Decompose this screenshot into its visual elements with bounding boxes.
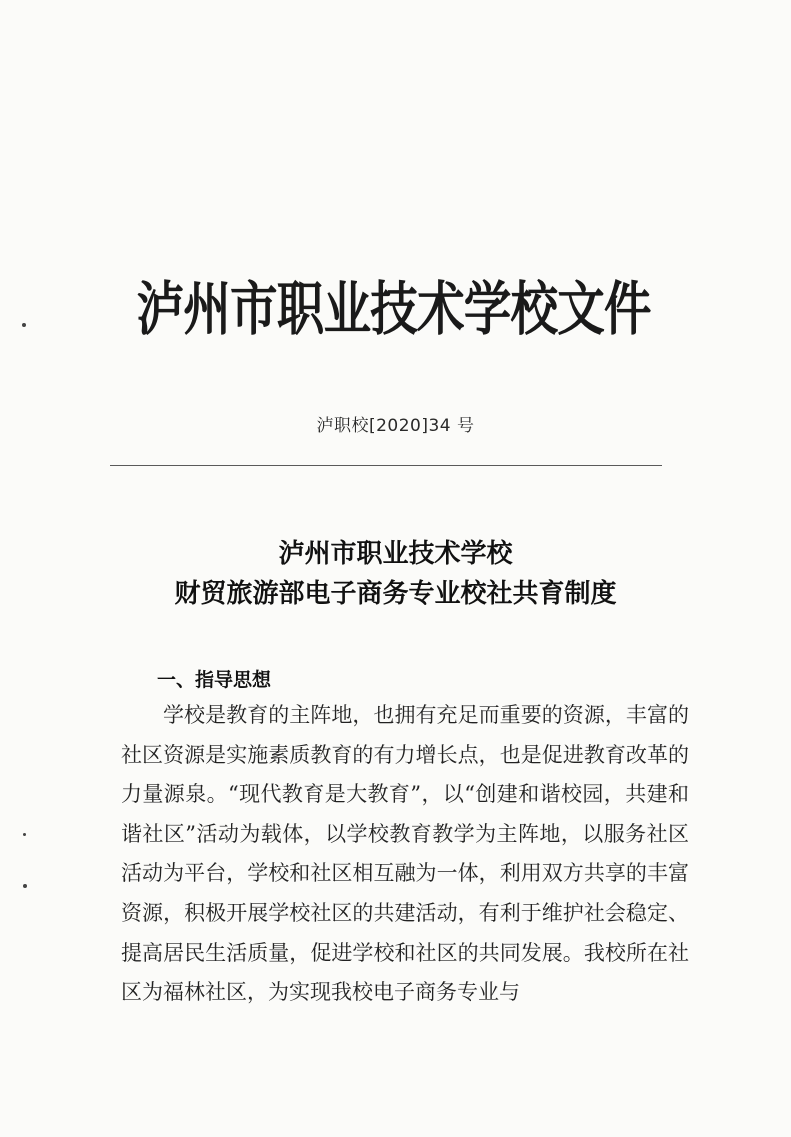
document-title-line-1: 泸州市职业技术学校 xyxy=(278,539,513,569)
body-paragraph: 学校是教育的主阵地，也拥有充足而重要的资源，丰富的社区资源是实施素质教育的有力增长点，也是促进教育改革的力量源泉。“现代教育是大教育”，以“创建和谐校园，共建和谐社区”活动为载体，以学校教育教学为主阵地，以服务社区活动为平台，学校和社区相互融为一体，利用双方共享的丰富资源，积极开展学校社区的共建活动，有利于维护社会稳定、提高居民生活质量，促进学校和社区的共同发展。我校所在社区为福林社区，为实现我校电子商务专业与 xyxy=(121,703,689,1005)
header-divider xyxy=(110,465,662,466)
section-heading: 一、指导思想 xyxy=(157,669,272,691)
document-number: 泸职校[2020]34 号 xyxy=(316,416,475,436)
scan-speck xyxy=(23,884,27,888)
document-masthead: 泸州市职业技术学校文件 xyxy=(136,275,651,343)
scan-speck xyxy=(22,323,26,327)
scan-speck xyxy=(23,833,26,836)
document-title-line-2: 财贸旅游部电子商务专业校社共育制度 xyxy=(174,579,617,609)
